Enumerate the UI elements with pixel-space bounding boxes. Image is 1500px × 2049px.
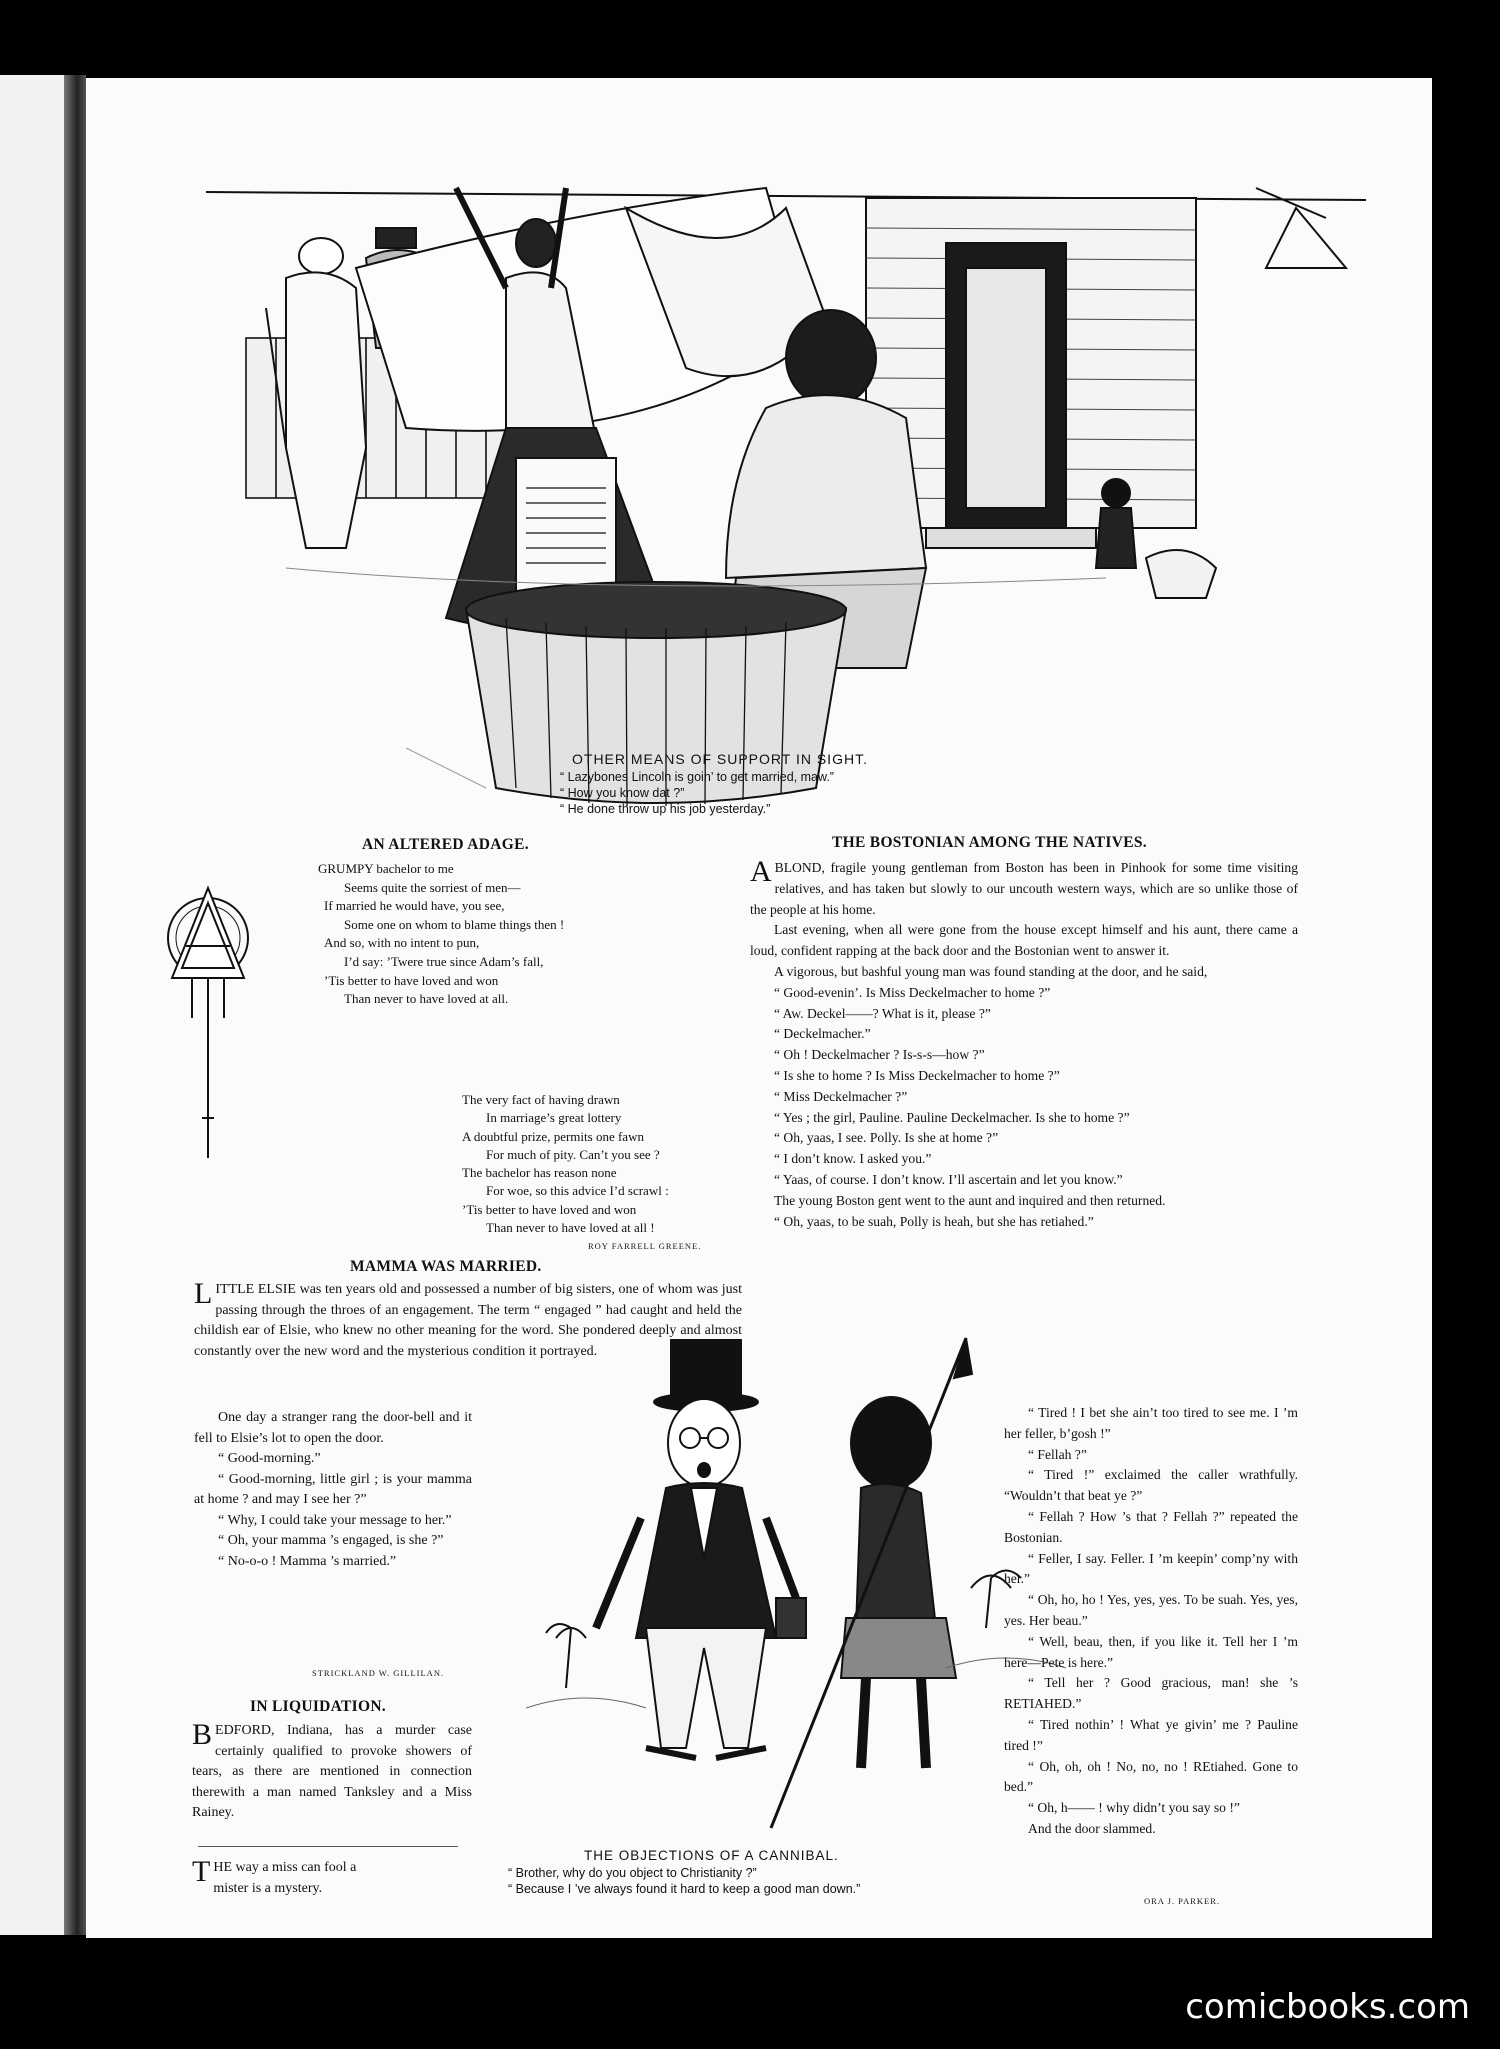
paragraph: “ Yes ; the girl, Pauline. Pauline Deckelmacher. Is she to home ?”: [774, 1109, 1130, 1125]
page-gutter: [64, 75, 86, 1935]
altered-adage-stanza-1: [304, 860, 564, 1009]
cannibal-cartoon: [526, 1328, 1066, 1848]
paragraph: “ I don’t know. I asked you.”: [774, 1151, 932, 1167]
poem-line: ’Tis better to have loved and won: [462, 1201, 637, 1217]
top-cartoon-caption-line: “ How you know dat ?”: [560, 786, 685, 800]
paragraph: “ Oh, yaas, to be suah, Polly is heah, but she has retiahed.”: [774, 1213, 1094, 1229]
paragraph: [750, 855, 1298, 920]
bostonian-signature: ORA J. PARKER.: [1144, 1896, 1221, 1906]
poem-line: GRUMPY bachelor to me: [318, 861, 454, 876]
paragraph: “ Miss Deckelmacher ?”: [774, 1088, 908, 1104]
paragraph: “ Tired !” exclaimed the caller wrathfully. “Wouldn’t that beat ye ?”: [1004, 1467, 1298, 1504]
article-text: HE way a miss can fool a mister is a mystery.: [213, 1860, 357, 1896]
paragraph: “ Oh ! Deckelmacher ? Is-s-s—how ?”: [774, 1047, 985, 1063]
paragraph: “ Good-evenin’. Is Miss Deckelmacher to home ?”: [774, 984, 1051, 1000]
paragraph: “ Feller, I say. Feller. I ’m keepin’ comp’ny with her.”: [1004, 1550, 1298, 1587]
poem-line: Than never to have loved at all !: [486, 1220, 655, 1236]
paragraph: “ Oh, h—— ! why didn’t you say so !”: [1028, 1800, 1240, 1816]
top-cartoon-caption-line: “ Lazybones Lincoln is goin’ to get married, maw.”: [560, 770, 834, 784]
altered-adage-title: AN ALTERED ADAGE.: [362, 836, 529, 853]
poem-line: In marriage’s great lottery: [486, 1110, 622, 1126]
paragraph: The young Boston gent went to the aunt and inquired and then returned.: [774, 1192, 1166, 1208]
paragraph: “ No-o-o ! Mamma ’s married.”: [218, 1553, 397, 1569]
paragraph: “ Aw. Deckel——? What is it, please ?”: [774, 1005, 991, 1021]
miss-mister-text: [192, 1855, 392, 1899]
drop-cap-l: L: [194, 1277, 213, 1310]
paragraph: Last evening, when all were gone from the house except himself and his aunt, there came a loud, confident rapping at the back door and the Bostonian went to answer it.: [750, 922, 1298, 959]
poem-line: A doubtful prize, permits one fawn: [462, 1128, 644, 1144]
paragraph: And the door slammed.: [1028, 1820, 1156, 1836]
paragraph: “ Oh, ho, ho ! Yes, yes, yes. To be suah. Yes, yes, yes. Her beau.”: [1004, 1592, 1298, 1628]
cannibal-caption-line: “ Brother, why do you object to Christianity ?”: [508, 1866, 757, 1880]
paragraph: “ Oh, yaas, I see. Polly. Is she at home ?”: [774, 1130, 999, 1146]
poem-line: Some one on whom to blame things then !: [344, 916, 565, 932]
poem-line: Seems quite the sorriest of men—: [344, 879, 521, 895]
paragraph: A vigorous, but bashful young man was found standing at the door, and he said,: [774, 963, 1208, 979]
poem-line: If married he would have, you see,: [324, 898, 505, 914]
poem-line: ’Tis better to have loved and won: [324, 972, 499, 988]
paragraph: “ Fellah ?”: [1028, 1446, 1087, 1462]
top-cartoon-caption-line: “ He done throw up his job yesterday.”: [560, 802, 771, 816]
ornamental-initial-a: [156, 868, 266, 1168]
previous-page-edge: [0, 75, 72, 1935]
site-watermark: comicbooks.com: [1185, 1987, 1470, 2027]
poem-line: The bachelor has reason none: [462, 1165, 617, 1181]
cannibal-caption-title: THE OBJECTIONS OF A CANNIBAL.: [584, 1848, 839, 1863]
bostonian-body-narrow: [1004, 1403, 1298, 1840]
paragraph: “ Deckelmacher.”: [774, 1026, 871, 1042]
top-cartoon-caption-title: OTHER MEANS OF SUPPORT IN SIGHT.: [572, 751, 868, 767]
paragraph: “ Good-morning.”: [218, 1451, 321, 1466]
paragraph: “ Yaas, of course. I don’t know. I’ll ascertain and let you know.”: [774, 1171, 1123, 1187]
article-text: BLOND, fragile young gentleman from Boston has been in Pinhook for some time visiting relatives, and has taken but slowly to our uncouth western ways, which are so unlike those of the people at his home.: [750, 860, 1298, 917]
poem-line: And so, with no intent to pun,: [324, 935, 480, 951]
liquidation-text: [192, 1718, 472, 1824]
paragraph: “ Oh, oh, oh ! No, no, no ! REtiahed. Gone to bed.”: [1004, 1758, 1298, 1795]
mamma-married-signature: STRICKLAND W. GILLILAN.: [312, 1668, 445, 1678]
paragraph: “ Tired nothin’ ! What ye givin’ me ? Pauline tired !”: [1004, 1716, 1298, 1753]
poem-line: I’d say: ’Twere true since Adam’s fall,: [344, 953, 544, 969]
paragraph: One day a stranger rang the door-bell and it fell to Elsie’s lot to open the door.: [194, 1410, 472, 1446]
paragraph: “ Is she to home ? Is Miss Deckelmacher to home ?”: [774, 1067, 1060, 1083]
paragraph: “ Good-morning, little girl ; is your mamma at home ? and may I see her ?”: [194, 1471, 472, 1507]
mamma-married-title: MAMMA WAS MARRIED.: [350, 1258, 542, 1275]
paragraph: “ Tired ! I bet she ain’t too tired to see me. I ’m her feller, b’gosh !”: [1004, 1405, 1298, 1441]
paragraph: “ Fellah ? How ’s that ? Fellah ?” repeated the Bostonian.: [1004, 1508, 1298, 1545]
poem-line: Than never to have loved at all.: [344, 991, 509, 1007]
liquidation-title: IN LIQUIDATION.: [250, 1698, 386, 1715]
paragraph: “ Oh, your mamma ’s engaged, is she ?”: [218, 1533, 444, 1548]
article-text: EDFORD, Indiana, has a murder case certainly qualified to provoke showers of tears, as there are mentioned in connection therewith a man named Tanksley and a Miss Rainey.: [192, 1723, 472, 1820]
cannibal-caption-line: “ Because I ’ve always found it hard to keep a good man down.”: [508, 1882, 861, 1896]
drop-cap-t: T: [192, 1855, 211, 1888]
bostonian-body: [750, 855, 1298, 1232]
paragraph: “ Tell her ? Good gracious, man! she ’s RETIAHED.”: [1004, 1675, 1298, 1712]
laundry-yard-cartoon: [206, 148, 1366, 820]
altered-adage-stanza-2: [462, 1091, 669, 1237]
article-text: ITTLE ELSIE was ten years old and possessed a number of big sisters, one of whom was just passing through the throes of an engagement. The term “ engaged ” had caught and held the childish ear of Elsie, who knew no other meaning for the word. She pondered deeply and almost constantly over the new word and the mysterious condition it portrayed.: [194, 1282, 742, 1359]
mamma-married-body: [194, 1408, 472, 1572]
poem-line: For woe, so this advice I’d scrawl :: [486, 1183, 669, 1199]
drop-cap-b: B: [192, 1718, 213, 1751]
magazine-page: [86, 78, 1432, 1938]
poem-line: The very fact of having drawn: [462, 1092, 620, 1107]
drop-cap-a: A: [750, 855, 772, 888]
bostonian-title: THE BOSTONIAN AMONG THE NATIVES.: [832, 834, 1147, 851]
paragraph: “ Why, I could take your message to her.”: [218, 1512, 452, 1528]
paragraph: “ Well, beau, then, if you like it. Tell her I ’m here—Pete is here.”: [1004, 1633, 1298, 1670]
altered-adage-signature: ROY FARRELL GREENE.: [588, 1241, 702, 1251]
poem-line: For much of pity. Can’t you see ?: [486, 1146, 660, 1162]
section-divider: [198, 1846, 458, 1847]
